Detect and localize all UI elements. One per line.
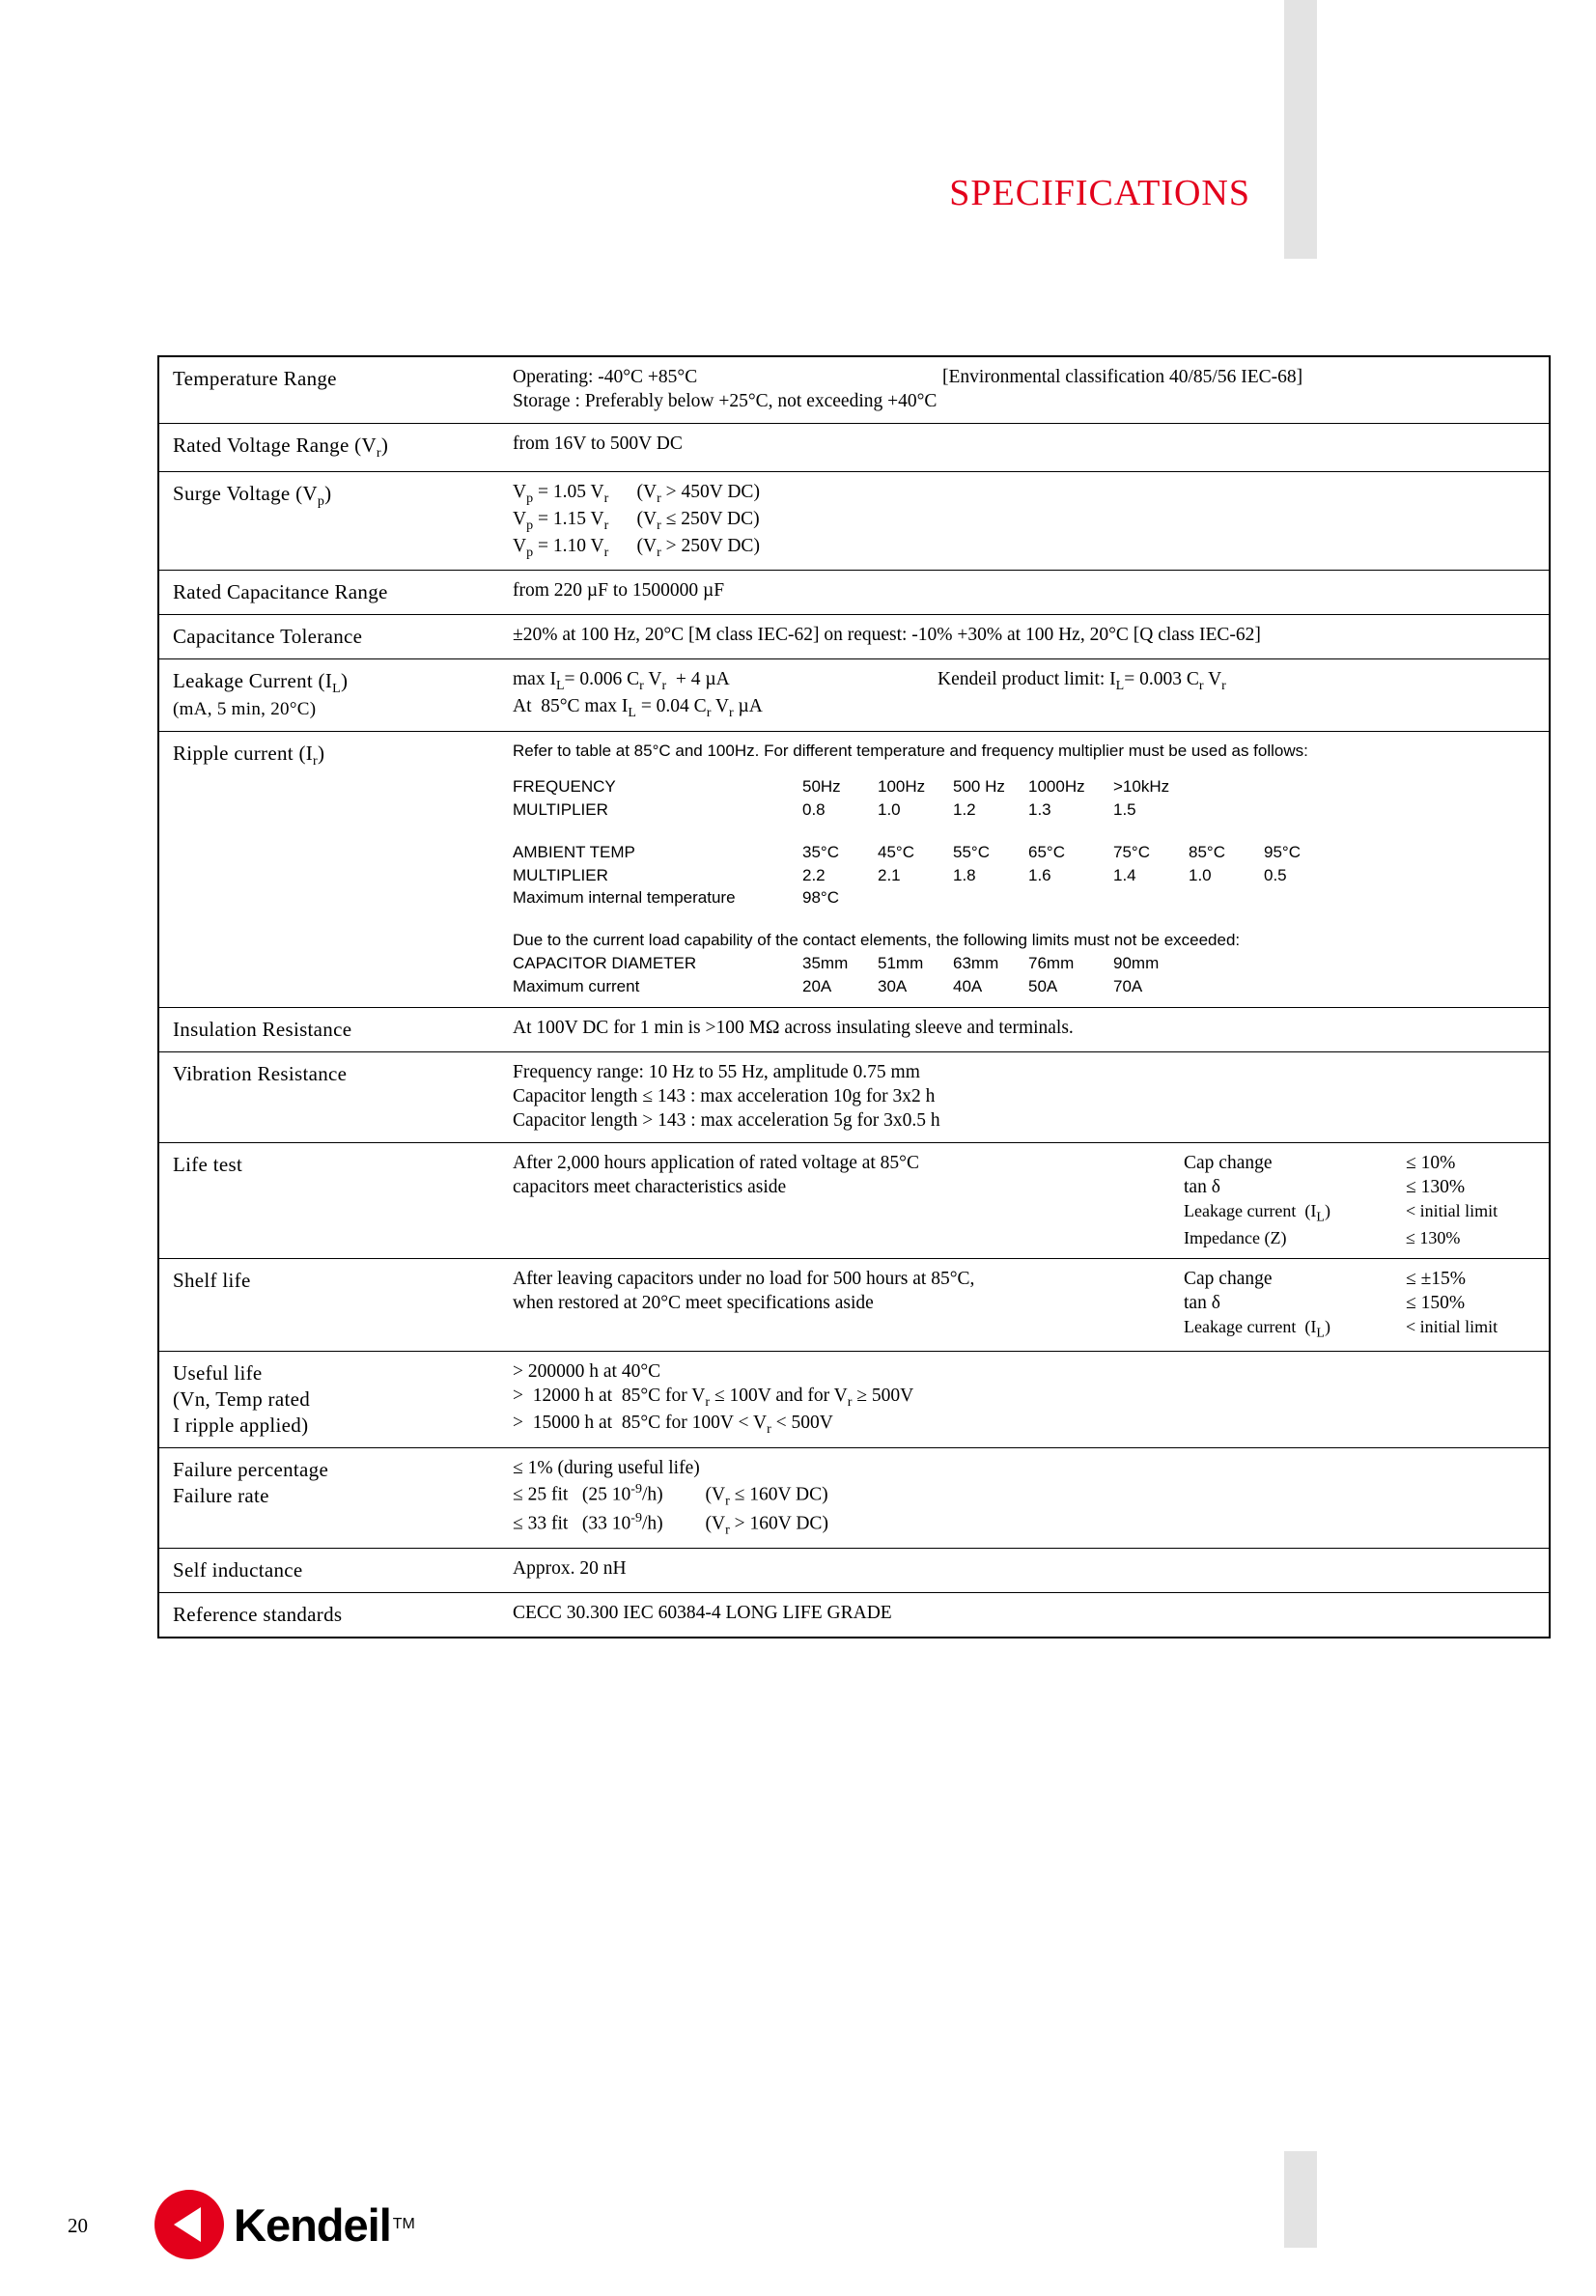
row-line: Operating: -40°C +85°C: [513, 367, 698, 387]
item-name: Leakage current $(I_L)$: [1184, 1201, 1330, 1225]
ripple-cell: 75°C: [1113, 842, 1150, 861]
shelf-life-item: [1184, 1268, 1541, 1292]
ripple-cell: 85°C: [1189, 842, 1225, 861]
table-row: [158, 356, 1550, 423]
item-name: Cap change: [1184, 1268, 1273, 1289]
specifications-table: [157, 355, 1551, 1638]
ripple-row-label: MULTIPLIER: [513, 800, 608, 820]
spacer-row: [513, 823, 1339, 842]
row-label-line: Failure rate: [173, 1483, 269, 1507]
ripple-contact-note: Due to the current load capability of the contact elements, the following limits must not be exceeded:: [513, 931, 1241, 950]
item-name: Impedance (Z): [1184, 1227, 1287, 1247]
kendeil-logo-icon: [154, 2190, 224, 2259]
row-line: Storage : Preferably below +25°C, not exceeding +40°C: [513, 390, 938, 411]
table-row-life-test: [158, 1143, 1550, 1258]
row-line: $V_p = 1.05$ $V_r$ ($V_r > 450V$ DC): [513, 482, 760, 506]
row-value: [499, 1143, 1550, 1258]
ripple-cell: 2.1: [878, 865, 901, 884]
ripple-cell: 35mm: [802, 953, 849, 972]
ripple-cell: 1000Hz: [1028, 777, 1085, 797]
ripple-cell: 65°C: [1028, 842, 1065, 861]
row-line: ≤ 33 fit (33 $10^{-9}/h$) ($V_r > 160V$ DC): [513, 1510, 828, 1538]
row-value: ±20% at 100 Hz, 20°C [M class IEC-62] on request: -10% +30% at 100 Hz, 20°C [Q class IEC-62]: [499, 615, 1550, 659]
item-value: ≤ 150%: [1406, 1292, 1466, 1313]
ripple-row: [513, 776, 1339, 799]
row-label-line: Failure percentage: [173, 1457, 329, 1481]
table-row: [158, 1052, 1550, 1143]
item-name: tan δ: [1184, 1177, 1220, 1198]
item-value: ≤ 130%: [1406, 1227, 1461, 1247]
decorative-bar-bottom: [1284, 2151, 1317, 2248]
row-label: Self inductance: [158, 1549, 499, 1593]
table-row: [158, 1352, 1550, 1448]
row-value: [499, 731, 1550, 1008]
item-value: ≤ 10%: [1406, 1153, 1456, 1174]
ripple-cell: 45°C: [878, 842, 914, 861]
row-label: [158, 1447, 499, 1549]
row-value: Approx. 20 nH: [499, 1549, 1550, 1593]
row-label: Ripple current $(I_r)$: [158, 731, 499, 1008]
table-row-shelf-life: [158, 1258, 1550, 1351]
ripple-cell: 1.5: [1113, 800, 1136, 820]
row-label-line: Leakage Current $(I_L)$: [173, 669, 349, 697]
ripple-cell: 1.2: [953, 800, 976, 820]
row-label-line: I ripple applied): [173, 1413, 309, 1437]
ripple-row: [513, 976, 1339, 999]
item-value: < initial limit: [1406, 1316, 1498, 1336]
row-line: > 15000 h at 85°C for $100V < V_r < 500V$: [513, 1412, 833, 1437]
ripple-row: [513, 842, 1339, 865]
row-line: $V_p = 1.10$ $V_r$ ($V_r > 250V$ DC): [513, 535, 760, 560]
table-row: [158, 423, 1550, 471]
row-line: > 200000 h at 40°C: [513, 1361, 661, 1383]
logo-wordmark: Kendeil: [234, 2198, 391, 2251]
row-label-line: (Vn, Temp rated: [173, 1386, 311, 1411]
ripple-cell: 90mm: [1113, 953, 1160, 972]
row-line: $V_p = 1.15$ $V_r$ ($V_r \le 250V$ DC): [513, 508, 760, 533]
ripple-cell: 1.3: [1028, 800, 1051, 820]
row-line: when restored at 20°C meet specifications aside: [513, 1292, 874, 1313]
item-value: ≤ ±15%: [1406, 1268, 1467, 1289]
table-row: [158, 1549, 1550, 1593]
row-label: Capacitance Tolerance: [158, 615, 499, 659]
table-row: [158, 1593, 1550, 1638]
row-line: After leaving capacitors under no load for 500 hours at 85°C,: [513, 1268, 975, 1289]
row-label: Rated Capacitance Range: [158, 571, 499, 615]
row-line: ≤ 25 fit (25 $10^{-9}/h$) ($V_r \le 160V$ DC): [513, 1481, 828, 1509]
page-number: 20: [68, 2214, 88, 2237]
row-value: from 16V to 500V DC: [499, 423, 1550, 471]
ripple-cell: 95°C: [1264, 842, 1301, 861]
ripple-row-label: Maximum current: [513, 976, 640, 995]
ripple-cell: 1.0: [1189, 865, 1212, 884]
ripple-row: [513, 953, 1339, 976]
row-label-line: (mA, 5 min, 20°C): [173, 699, 317, 720]
table-row: [158, 472, 1550, 571]
trademark-symbol: TM: [392, 2216, 415, 2232]
table-row: [158, 1447, 1550, 1549]
row-value: [499, 356, 1550, 423]
brand-logo: [154, 2190, 415, 2259]
ripple-cell: 1.6: [1028, 865, 1051, 884]
life-test-item: [1184, 1176, 1541, 1200]
table-row: [158, 615, 1550, 659]
item-name: Cap change: [1184, 1153, 1273, 1174]
row-line: Capacitor length > 143 : max acceleration 5g for 3x0.5 h: [513, 1110, 940, 1132]
row-label: Temperature Range: [158, 356, 499, 423]
ripple-row-label: MULTIPLIER: [513, 865, 608, 884]
ripple-cell: 100Hz: [878, 777, 926, 797]
ripple-cell: 20A: [802, 976, 832, 995]
row-label-line: Useful life: [173, 1361, 263, 1386]
ripple-row: [513, 865, 1339, 888]
page-title: SPECIFICATIONS: [949, 173, 1250, 213]
ripple-cell: 0.5: [1264, 865, 1287, 884]
item-name: Leakage current $(I_L)$: [1184, 1316, 1330, 1341]
row-line: Capacitor length ≤ 143 : max acceleration 10g for 3x2 h: [513, 1086, 936, 1107]
spacer-row: [513, 910, 1339, 930]
row-value: [499, 1052, 1550, 1143]
ripple-cell: 51mm: [878, 953, 924, 972]
row-value: [499, 659, 1550, 732]
row-line: At 85°C $\max I_L = 0.04$ $C_r$ $V_r$ µA: [513, 695, 763, 720]
ripple-row-label: CAPACITOR DIAMETER: [513, 953, 697, 972]
ripple-row-label: FREQUENCY: [513, 777, 616, 797]
row-note: [Environmental classification 40/85/56 IEC-68]: [942, 367, 1303, 387]
ripple-cell: 50Hz: [802, 777, 841, 797]
ripple-intro: Refer to table at 85°C and 100Hz. For different temperature and frequency multiplier must be used as follows:: [513, 741, 1308, 760]
table-row: [158, 659, 1550, 732]
row-label: Vibration Resistance: [158, 1052, 499, 1143]
life-test-item: [1184, 1227, 1541, 1249]
row-line: $\max I_L= 0.006$ $C_r$ $V_r + 4$ µA Kendeil product limit: $I_L= 0.003$ $C_r$ $V_r$: [513, 669, 1226, 694]
ripple-cell: 1.0: [878, 800, 901, 820]
ripple-cell: 50A: [1028, 976, 1058, 995]
ripple-cell: 70A: [1113, 976, 1143, 995]
ripple-cell: 1.8: [953, 865, 976, 884]
item-value: ≤ 130%: [1406, 1177, 1466, 1198]
row-line: After 2,000 hours application of rated voltage at 85°C: [513, 1153, 919, 1174]
item-value: < initial limit: [1406, 1201, 1498, 1221]
ripple-frequency-table: [513, 776, 1339, 998]
item-name: tan δ: [1184, 1292, 1220, 1313]
ripple-cell: 40A: [953, 976, 983, 995]
ripple-row-label: AMBIENT TEMP: [513, 842, 635, 861]
decorative-bar-top: [1284, 0, 1317, 259]
row-label: [158, 659, 499, 732]
ripple-cell: 76mm: [1028, 953, 1075, 972]
row-value: [499, 1352, 1550, 1448]
ripple-cell: 35°C: [802, 842, 839, 861]
row-note: Kendeil product limit: $I_L= 0.003$ $C_r$ $V_r$: [938, 669, 1226, 694]
row-line: Frequency range: 10 Hz to 55 Hz, amplitude 0.75 mm: [513, 1062, 920, 1083]
ripple-cell: 98°C: [802, 888, 839, 908]
row-line: > 12000 h at 85°C for $V_r \le 100V$ and for $V_r \ge 500V$: [513, 1386, 914, 1410]
row-value: from 220 µF to 1500000 µF: [499, 571, 1550, 615]
shelf-life-item: [1184, 1292, 1541, 1316]
ripple-row: [513, 799, 1339, 823]
ripple-cell: 30A: [878, 976, 908, 995]
life-test-item: [1184, 1200, 1541, 1227]
row-value: [499, 1447, 1550, 1549]
row-value: At 100V DC for 1 min is >100 MΩ across insulating sleeve and terminals.: [499, 1008, 1550, 1052]
shelf-life-item: [1184, 1316, 1541, 1343]
row-label: [158, 1352, 499, 1448]
ripple-cell: >10kHz: [1113, 777, 1170, 797]
ripple-cell: 2.2: [802, 865, 826, 884]
ripple-cell: 1.4: [1113, 865, 1136, 884]
ripple-row-label: Maximum internal temperature: [513, 888, 736, 908]
row-value: [499, 472, 1550, 571]
ripple-cell: 500 Hz: [953, 777, 1005, 797]
row-line: capacitors meet characteristics aside: [513, 1177, 787, 1198]
table-row: [158, 1008, 1550, 1052]
ripple-row: [513, 887, 1339, 910]
table-row-ripple-current: [158, 731, 1550, 1008]
ripple-note-row: [513, 930, 1339, 953]
row-label: Insulation Resistance: [158, 1008, 499, 1052]
row-label: Shelf life: [158, 1258, 499, 1351]
ripple-cell: 0.8: [802, 800, 826, 820]
ripple-cell: 63mm: [953, 953, 999, 972]
row-label: Life test: [158, 1143, 499, 1258]
life-test-item: [1184, 1152, 1541, 1176]
row-value: [499, 1258, 1550, 1351]
row-label: Reference standards: [158, 1593, 499, 1638]
ripple-cell: 55°C: [953, 842, 990, 861]
row-label: Surge Voltage $(V_p)$: [158, 472, 499, 571]
row-label: Rated Voltage Range $(V_r)$: [158, 423, 499, 471]
row-line: ≤ 1% (during useful life): [513, 1457, 700, 1478]
row-value: CECC 30.300 IEC 60384-4 LONG LIFE GRADE: [499, 1593, 1550, 1638]
table-row: [158, 571, 1550, 615]
